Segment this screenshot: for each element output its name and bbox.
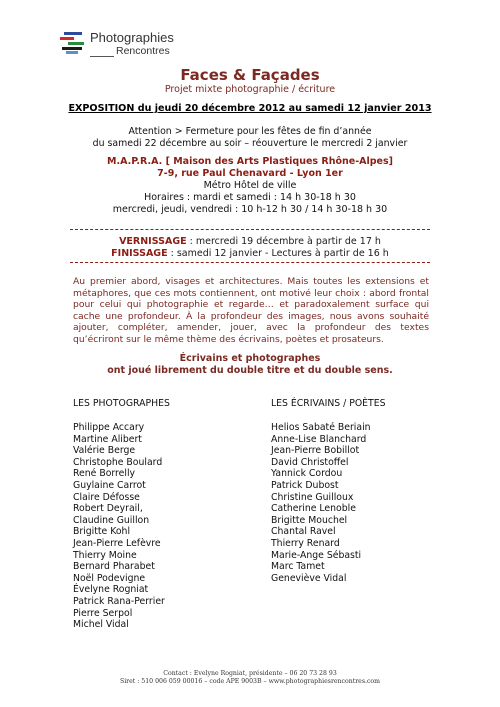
list-item: Thierry Moine — [73, 549, 137, 561]
logo-stripe-lightblue — [66, 51, 78, 54]
list-item: Catherine Lenoble — [271, 503, 356, 515]
list-item: Bernard Pharabet — [73, 561, 155, 573]
list-item: Marie-Ange Sébasti — [271, 549, 362, 561]
list-item: Christine Guilloux — [271, 491, 354, 503]
vernissage-label: VERNISSAGE — [119, 236, 187, 247]
list-item: Brigitte Kohl — [73, 526, 131, 538]
list-item: Anne-Lise Blanchard — [271, 433, 367, 445]
exposition-dates: EXPOSITION du jeudi 20 décembre 2012 au samedi 12 janvier 2013 — [68, 103, 432, 114]
list-item: Jean-Pierre Lefèvre — [73, 537, 161, 549]
list-item: Pierre Serpol — [73, 607, 133, 619]
closure-notice — [0, 126, 500, 150]
list-item: Robert Deyrail, — [73, 503, 143, 515]
list-item: Claudine Guillon — [73, 514, 150, 526]
finissage-text: : samedi 12 janvier - Lectures à partir de 16 h — [167, 248, 389, 259]
footer — [0, 670, 500, 686]
list-item: Martine Alibert — [73, 433, 142, 445]
vernissage-line — [0, 236, 500, 248]
list-item: Brigitte Mouchel — [271, 514, 348, 526]
logo-stripe-red — [60, 37, 74, 40]
list-item: Valérie Berge — [73, 445, 136, 457]
divider-top — [70, 229, 430, 230]
list-item: David Christoffel — [271, 456, 349, 468]
logo-stripe-black — [62, 47, 82, 50]
logo-text-rencontres: Rencontres — [116, 45, 170, 57]
writers-heading: LES ÉCRIVAINS / POÈTES — [271, 398, 386, 409]
logo-underline — [90, 56, 114, 57]
venue-hours-2: mercredi, jeudi, vendredi : 10 h-12 h 30 / 14 h 30-18 h 30 — [112, 204, 388, 215]
list-item: Yannick Cordou — [271, 468, 343, 480]
footer-contact: Contact : Evelyne Rogniat, présidente – 06 20 73 28 93 — [163, 670, 337, 677]
list-item: Thierry Renard — [271, 537, 340, 549]
list-item: Helios Sabaté Beriain — [271, 422, 371, 433]
logo-text-photographies: Photographies — [90, 30, 174, 45]
vernissage-text: : mercredi 19 décembre à partir de 17 h — [186, 236, 381, 247]
venue-hours-1: Horaires : mardi et samedi : 14 h 30-18 h 30 — [144, 192, 356, 203]
page-title: Faces & Façades — [180, 66, 320, 84]
events-block — [0, 236, 500, 260]
page-subtitle: Projet mixte photographie / écriture — [164, 84, 336, 95]
venue-metro: Métro Hôtel de ville — [203, 180, 297, 191]
divider-bottom — [70, 262, 430, 263]
venue-name: M.A.P.R.A. [ Maison des Arts Plastiques Rhône-Alpes] — [107, 156, 393, 167]
footer-siret: Siret : 510 006 059 00016 – code APE 9003B – www.photographiesrencontres.com — [119, 678, 381, 685]
list-item: Christophe Boulard — [73, 456, 163, 468]
venue-address: 7-9, rue Paul Chenavard - Lyon 1er — [157, 168, 343, 179]
list-item: Guylaine Carrot — [73, 479, 146, 491]
list-item: Patrick Dubost — [271, 479, 339, 491]
photographers-list — [73, 422, 170, 631]
ecrivains-heading — [0, 353, 500, 377]
ecrivains-line-1: Écrivains et photographes — [179, 353, 321, 364]
finissage-label: FINISSAGE — [111, 248, 168, 259]
list-item: Philippe Accary — [73, 422, 145, 433]
writers-column — [271, 398, 386, 584]
list-item: Geneviève Vidal — [271, 572, 347, 584]
closure-line-2: du samedi 22 décembre au soir – réouverture le mercredi 2 janvier — [92, 138, 408, 149]
venue-block — [0, 156, 500, 216]
logo-stripe-blue — [64, 32, 82, 35]
list-item: Marc Tamet — [271, 561, 325, 573]
logo-stripe-green — [68, 42, 84, 45]
logo — [60, 28, 200, 62]
photographers-heading: LES PHOTOGRAPHES — [73, 398, 170, 409]
list-item: Patrick Rana-Perrier — [73, 595, 165, 607]
closure-line-1: Attention > Fermeture pour les fêtes de fin d’année — [128, 126, 372, 137]
list-item: Jean-Pierre Bobillot — [271, 445, 360, 457]
writers-list — [271, 422, 386, 584]
list-item: Évelyne Rogniat — [73, 584, 149, 596]
list-item: Michel Vidal — [73, 619, 129, 631]
list-item: Noël Podevigne — [73, 572, 146, 584]
ecrivains-line-2: ont joué librement du double titre et du double sens. — [107, 365, 393, 376]
finissage-line — [0, 248, 500, 260]
logo-mark-icon — [60, 32, 86, 54]
list-item: René Borrelly — [73, 468, 136, 480]
list-item: Claire Défosse — [73, 491, 140, 503]
intro-paragraph: Au premier abord, visages et architectures. Mais toutes les extensions et métaphores, que ces mots contiennent, ont motivé leur choix : abord frontal pour celui qui photographie et regarde… et paradoxalement surface qui cache une profondeur. À la profondeur des images, nous avons souhaité ajouter, compléter, amender, jouer, avec la profondeur des textes qu’écriront sur le même thème des écrivains, poètes et prosateurs. — [73, 276, 429, 345]
photographers-column — [73, 398, 170, 631]
list-item: Chantal Ravel — [271, 526, 336, 538]
